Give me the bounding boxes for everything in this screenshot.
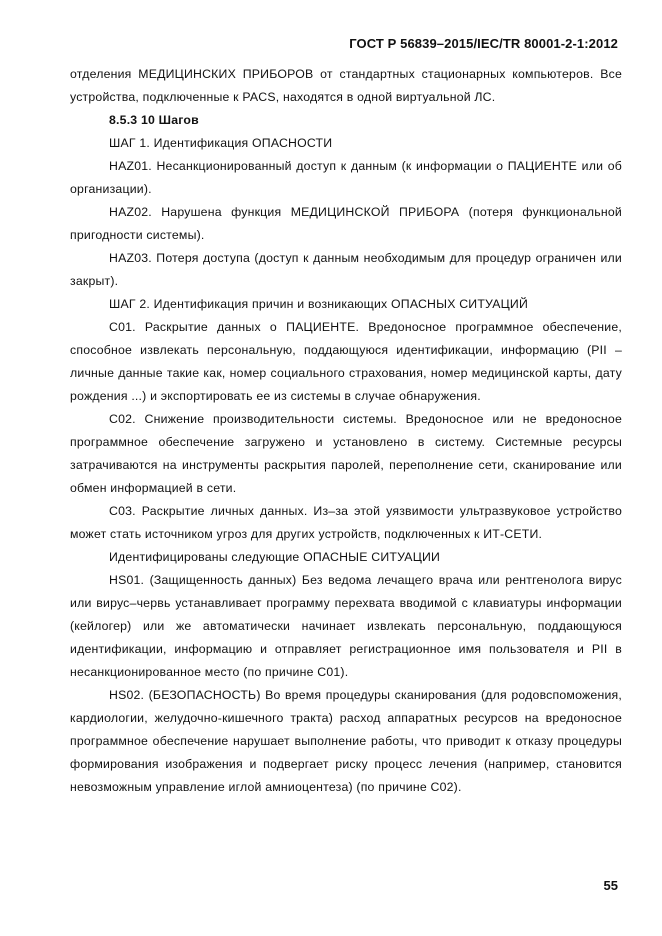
step-2-title: ШАГ 2. Идентификация причин и возникающих ОПАСНЫХ СИТУАЦИЙ (109, 297, 529, 311)
page-number: 55 (603, 878, 618, 893)
paragraph-continuation: отделения МЕДИЦИНСКИХ ПРИБОРОВ от стандартных стационарных компьютеров. Все устройства, подключенные к PACS, находятся в одной виртуальной ЛС. (70, 67, 622, 104)
hazard-haz03: HAZ03. Потеря доступа (доступ к данным необходимым для процедур ограничен или закрыт). (70, 251, 622, 288)
step-1-title: ШАГ 1. Идентификация ОПАСНОСТИ (109, 136, 333, 150)
section-heading: 8.5.3 10 Шагов (109, 113, 199, 127)
cause-c01: C01. Раскрытие данных о ПАЦИЕНТЕ. Вредоносное программное обеспечение, способное извлекать персональную, поддающуюся идентификации, информацию (PII – личные данные такие как, номер социального страхования, номер медицинской карты, дату рождения ...) и экспортировать ее из системы в случае обнаружения. (70, 320, 622, 403)
hazard-haz01: HAZ01. Несанкционированный доступ к данным (к информации о ПАЦИЕНТЕ или об организации). (70, 159, 622, 196)
document-header: ГОСТ Р 56839–2015/IEC/TR 80001-2-1:2012 (349, 36, 618, 51)
situation-hs01: HS01. (Защищенность данных) Без ведома лечащего врача или рентгенолога вирус или вирус–червь устанавливает программу перехвата вводимой с клавиатуры информации (кейлогер) или же автоматически начинает извлекать персональную, поддающуюся идентификации, информацию и отправляет регистрационное имя пользователя и PII в несанкционированное место (по причине C01). (70, 573, 622, 679)
cause-c03: C03. Раскрытие личных данных. Из–за этой уязвимости ультразвуковое устройство может стать источником угроз для других устройств, подключенных к ИТ-СЕТИ. (70, 504, 622, 541)
hazardous-situations-intro: Идентифицированы следующие ОПАСНЫЕ СИТУАЦИИ (109, 550, 441, 564)
hazard-haz02: HAZ02. Нарушена функция МЕДИЦИНСКОЙ ПРИБОРА (потеря функциональной пригодности системы). (70, 205, 622, 242)
situation-hs02: HS02. (БЕЗОПАСНОСТЬ) Во время процедуры сканирования (для родовспоможения, кардиологии, желудочно-кишечного тракта) расход аппаратных ресурсов на вредоносное программное обеспечение нарушает выполнение работы, что приводит к отказу процедуры формирования изображения и подвергает риску процесс лечения (например, становится невозможным управление иглой амниоцентеза) (по причине C02). (70, 688, 622, 794)
cause-c02: C02. Снижение производительности системы. Вредоносное или не вредоносное программное обеспечение загружено и установлено в систему. Системные ресурсы затрачиваются на инструменты раскрытия паролей, переполнение сети, сканирование или обмен информацией в сети. (70, 412, 622, 495)
document-body (70, 63, 622, 799)
